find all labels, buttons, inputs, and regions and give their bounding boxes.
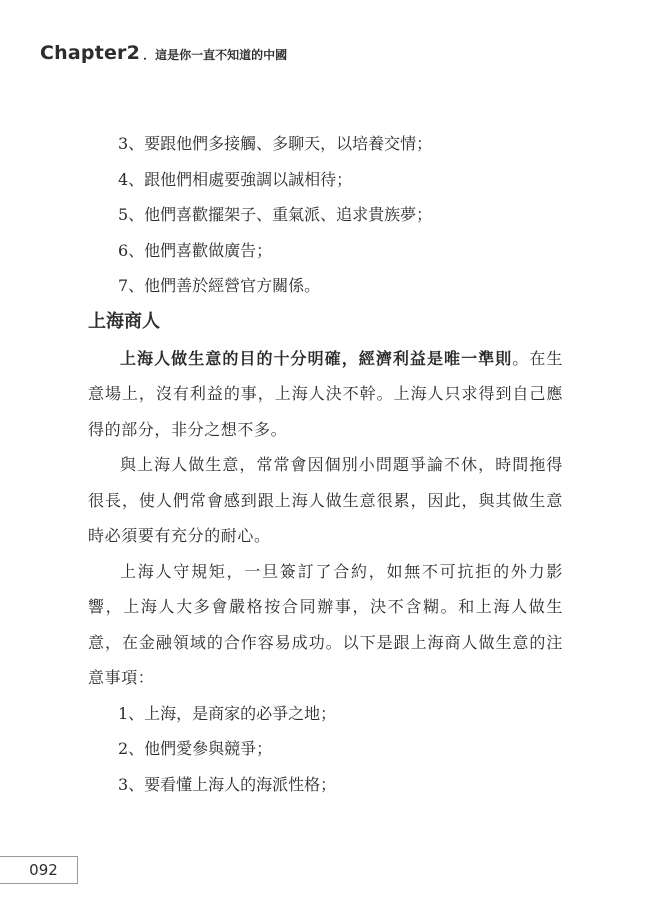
list-item: 1、上海，是商家的必爭之地；	[118, 703, 337, 723]
list-item: 2、他們愛參與競爭；	[118, 739, 273, 758]
page-body	[88, 126, 563, 802]
running-header	[40, 42, 287, 66]
list-item: 3、要跟他們多接觸、多聊天，以培養交情；	[118, 134, 433, 153]
paragraph-3: 上海人守規矩，一旦簽訂了合約，如無不可抗拒的外力影響，上海人大多會嚴格按合同辦事，決不含糊。和上海人做生意，在金融領域的合作容易成功。以下是跟上海商人做生意的注意事項：	[88, 561, 563, 687]
list-item: 5、他們喜歡擺架子、重氣派、追求貴族夢；	[118, 205, 433, 224]
paragraph-1-text: 。在生意場上，沒有利益的事，上海人決不幹。上海人只求得到自己應得的部分，非分之想不多。	[88, 348, 563, 439]
chapter-subtitle: ．這是你一直不知道的中國	[143, 48, 288, 62]
list-item: 7、他們善於經營官方關係。	[118, 276, 321, 295]
chapter-label: Chapter2	[40, 42, 141, 64]
list-item: 4、跟他們相處要強調以誠相待；	[118, 169, 353, 189]
paragraph-2: 與上海人做生意，常常會因個別小問題爭論不休，時間拖得很長，使人們常會感到跟上海人做生意很累，因此，與其做生意時必須要有充分的耐心。	[88, 455, 563, 545]
list-item: 3、要看懂上海人的海派性格；	[118, 774, 337, 794]
paragraph-1	[88, 341, 563, 448]
page-number: 092	[29, 861, 58, 879]
paragraph-1-emphasis: 上海人做生意的目的十分明確，經濟利益是唯一準則	[120, 348, 513, 368]
section-title: 上海商人	[88, 310, 160, 332]
page-number-box	[0, 856, 78, 884]
bottom-list	[88, 696, 563, 803]
list-item: 6、他們喜歡做廣告；	[118, 240, 273, 260]
